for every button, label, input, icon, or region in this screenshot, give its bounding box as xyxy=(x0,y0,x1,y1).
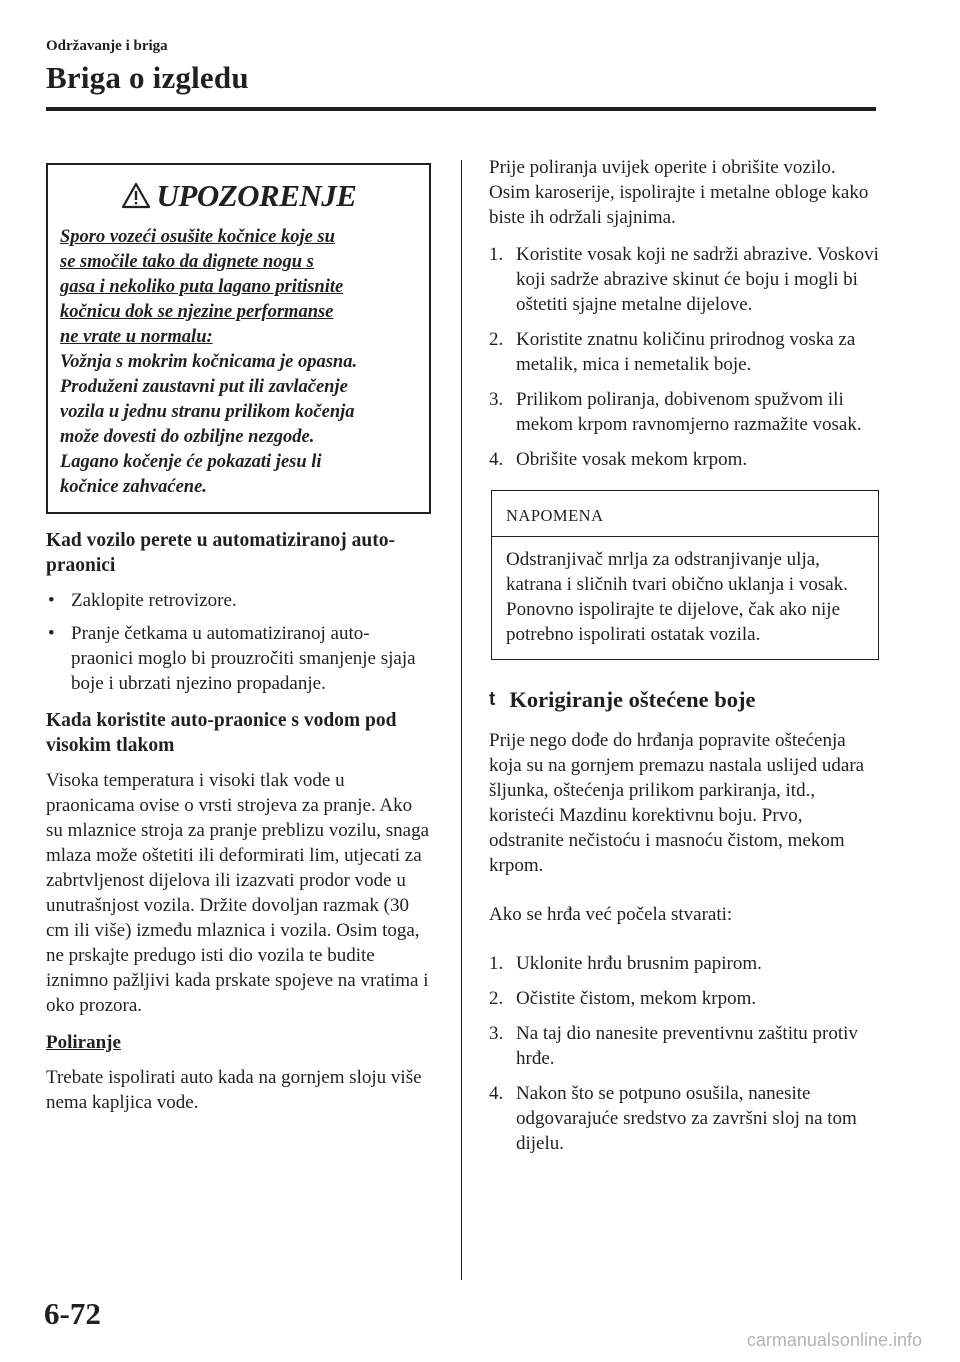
step-number: 1. xyxy=(489,244,504,265)
list-item xyxy=(489,1021,879,1071)
step-number: 4. xyxy=(489,449,504,470)
paint-section-title: Korigiranje oštećene boje xyxy=(509,687,756,712)
warning-underlined-line: gasa i nekoliko puta lagano pritisnite xyxy=(60,277,344,297)
warning-underlined-line: kočnicu dok se njezine performanse xyxy=(60,302,334,322)
rust-steps xyxy=(489,951,879,1156)
bullet-icon: • xyxy=(48,623,55,644)
warning-underlined-line: se smočile tako da dignete nogu s xyxy=(60,252,314,272)
warning-body-line: Lagano kočenje će pokazati jesu li xyxy=(60,452,322,472)
watermark: carmanualsonline.info xyxy=(746,1330,922,1350)
step-text: Prilikom poliranja, dobivenom spužvom ili mekom krpom ravnomjerno razmažite vosak. xyxy=(516,389,862,435)
list-item-text: Zaklopite retrovizore. xyxy=(71,590,237,611)
step-text: Na taj dio nanesite preventivnu zaštitu protiv hrđe. xyxy=(516,1023,858,1069)
warning-box xyxy=(46,163,431,514)
high-pressure-paragraph: Visoka temperatura i visoki tlak vode u praonicama ovise o vrsti strojeva za pranje. Ako su mlaznice stroja za pranje preblizu vozilu, snaga mlaza može oštetiti ili deformirati lim, utjecati za zabrtvljenost dijelova ili izazvati prodor vode u unutrašnjost vozila. Držite dovoljan razmak (30 cm ili više) između mlaznica i vozila. Osim toga, ne prskajte predugo isti dio vozila te budite iznimno pažljivi kada prskate spojeve na vratima i oko prozora. xyxy=(46,770,430,1016)
polishing-steps xyxy=(489,242,879,472)
warning-underlined-line: Sporo vozeći osušite kočnice koje su xyxy=(60,227,335,247)
page-title: Briga o izgledu xyxy=(46,60,249,95)
auto-wash-bullets xyxy=(46,588,431,696)
warning-body-line: Produženi zaustavni put ili zavlačenje xyxy=(60,377,348,397)
list-item xyxy=(489,951,879,976)
note-text: Odstranjivač mrlja za odstranjivanje ulja, katrana i sličnih tvari obično uklanja i vosak. Ponovno ispolirajte te dijelove, čak ako nije potrebno ispolirati ostatak vozila. xyxy=(506,549,848,645)
auto-wash-heading: Kad vozilo perete u automatiziranoj auto-praonici xyxy=(46,530,395,576)
column-divider xyxy=(461,160,462,1280)
step-text: Koristite vosak koji ne sadrži abrazive. Voskovi koji sadrže abrazive skinut će boju i mogli bi oštetiti sjajne metalne dijelove. xyxy=(516,244,879,315)
warning-body-line: vozila u jednu stranu prilikom kočenja xyxy=(60,402,355,422)
list-item xyxy=(489,1081,879,1156)
polishing-intro: Prije poliranja uvijek operite i obrišite vozilo. Osim karoserije, ispolirajte i metalne obloge kako biste ih održali sjajnima. xyxy=(489,157,869,228)
note-box xyxy=(491,490,879,660)
list-item xyxy=(489,447,879,472)
polishing-heading: Poliranje xyxy=(46,1032,121,1053)
warning-text xyxy=(60,225,417,500)
section-label: Održavanje i briga xyxy=(46,38,168,54)
right-column xyxy=(489,155,879,1166)
paint-section-paragraph: Prije nego dođe do hrđanja popravite oštećenja koja su na gornjem premazu nastala uslijed udara šljunka, oštećenja prilikom parkiranja, itd., koristeći Mazdinu korektivnu boju. Prvo, odstranite nečistoću i masnoću čistom, mekom krpom. xyxy=(489,730,865,876)
bullet-icon: • xyxy=(48,590,55,611)
rust-intro: Ako se hrđa već počela stvarati: xyxy=(489,904,733,925)
list-item xyxy=(489,242,879,317)
step-text: Koristite znatnu količinu prirodnog voska za metalik, mica i nemetalik boje. xyxy=(516,329,856,375)
step-text: Očistite čistom, mekom krpom. xyxy=(516,988,757,1009)
left-column xyxy=(46,163,431,1127)
warning-body-line: kočnice zahvaćene. xyxy=(60,477,207,497)
step-number: 2. xyxy=(489,988,504,1009)
step-text: Obrišite vosak mekom krpom. xyxy=(516,449,748,470)
warning-underlined-line: ne vrate u normalu: xyxy=(60,327,213,347)
warning-triangle-icon xyxy=(121,182,151,209)
list-item xyxy=(489,327,879,377)
list-item xyxy=(489,986,879,1011)
step-text: Nakon što se potpuno osušila, nanesite odgovarajuće sredstvo za završni sloj na tom dijelu. xyxy=(516,1083,857,1154)
list-item-text: Pranje četkama u automatiziranoj auto-praonici moglo bi prouzročiti smanjenje sjaja boje i ubrzati njezino propadanje. xyxy=(71,623,416,694)
step-number: 3. xyxy=(489,389,504,410)
warning-header xyxy=(60,165,417,225)
paint-section-heading xyxy=(489,686,879,714)
list-item xyxy=(46,588,431,613)
step-number: 3. xyxy=(489,1023,504,1044)
section-marker-icon: t xyxy=(489,689,496,710)
list-item xyxy=(46,621,431,696)
note-title: NAPOMENA xyxy=(492,491,878,537)
step-number: 2. xyxy=(489,329,504,350)
step-number: 4. xyxy=(489,1083,504,1104)
high-pressure-heading: Kada koristite auto-praonice s vodom pod visokim tlakom xyxy=(46,710,397,756)
page-number: 6-72 xyxy=(44,1296,101,1331)
step-text: Uklonite hrđu brusnim papirom. xyxy=(516,953,762,974)
warning-title: UPOZORENJE xyxy=(156,177,357,213)
polishing-paragraph: Trebate ispolirati auto kada na gornjem sloju više nema kapljica vode. xyxy=(46,1067,422,1113)
list-item xyxy=(489,387,879,437)
title-rule xyxy=(46,107,876,111)
warning-body-line: Vožnja s mokrim kočnicama je opasna. xyxy=(60,352,358,372)
warning-body-line: može dovesti do ozbiljne nezgode. xyxy=(60,427,315,447)
step-number: 1. xyxy=(489,953,504,974)
